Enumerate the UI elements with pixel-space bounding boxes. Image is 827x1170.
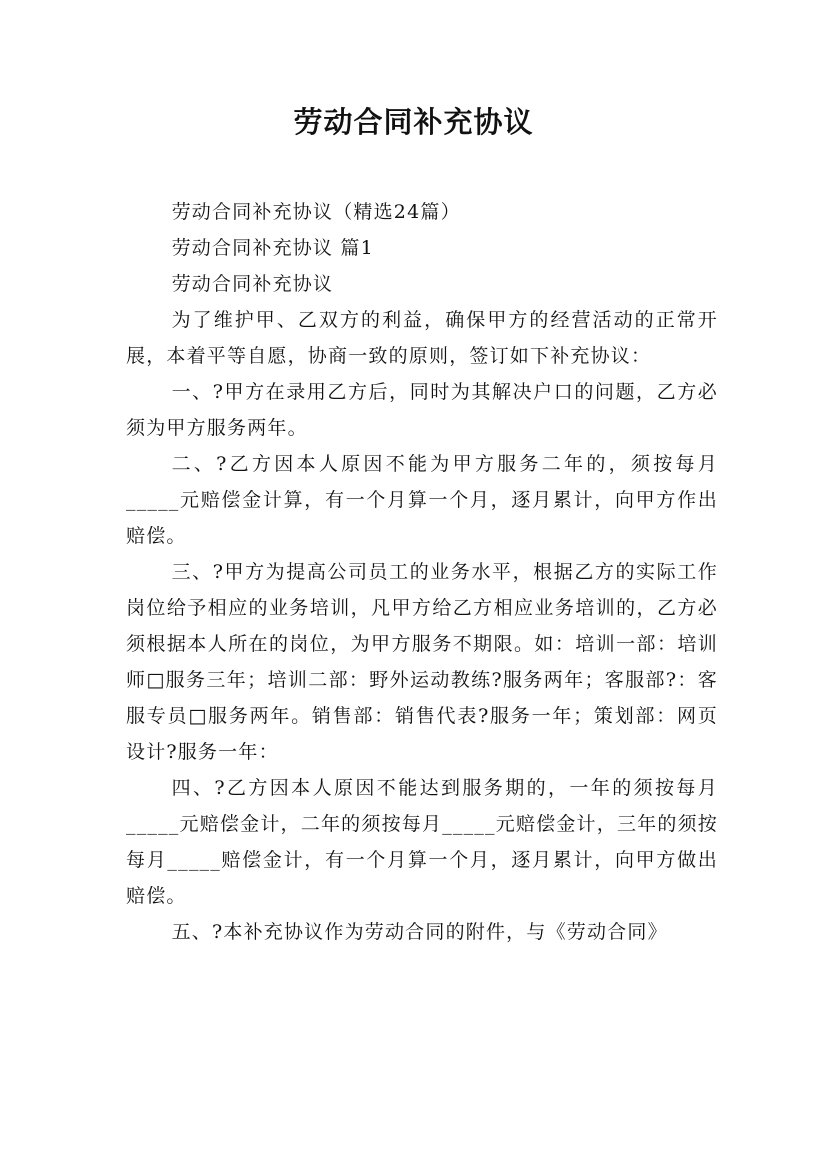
paragraph-preamble: 为了维护甲、乙双方的利益，确保甲方的经营活动的正常开展，本着平等自愿，协商一致的原则，签订如下补充协议： bbox=[126, 309, 718, 367]
paragraph-agreement-name: 劳动合同补充协议 bbox=[171, 273, 334, 295]
paragraph-clause-5: 五、?本补充协议作为劳动合同的附件，与《劳动合同》 bbox=[171, 921, 668, 943]
paragraph-clause-2: 二、?乙方因本人原因不能为甲方服务二年的，须按每月_____元赔偿金计算，有一个月算一个月，逐月累计，向甲方作出赔偿。 bbox=[126, 453, 718, 547]
document-title: 劳动合同补充协议 bbox=[293, 105, 534, 139]
paragraph-clause-3: 三、?甲方为提高公司员工的业务水平，根据乙方的实际工作岗位给予相应的业务培训，凡甲方给乙方相应业务培训的，乙方必须根据本人所在的岗位，为甲方服务不期限。如：培训一部：培训师□服务三年；培训二部：野外运动教练?服务两年；客服部?：客服专员□服务两年。销售部：销售代表?服务一年；策划部：网页设计?服务一年： bbox=[126, 561, 718, 763]
paragraph-clause-1: 一、?甲方在录用乙方后，同时为其解决户口的问题，乙方必须为甲方服务两年。 bbox=[126, 381, 718, 439]
document-body bbox=[126, 194, 718, 950]
paragraph-section-heading: 劳动合同补充协议 篇1 bbox=[171, 237, 374, 259]
paragraph-subtitle: 劳动合同补充协议（精选24篇） bbox=[171, 201, 461, 223]
paragraph-clause-4: 四、?乙方因本人原因不能达到服务期的，一年的须按每月_____元赔偿金计，二年的须按每月_____元赔偿金计，三年的须按每月_____赔偿金计，有一个月算一个月，逐月累计，向甲方做出赔偿。 bbox=[126, 777, 718, 907]
